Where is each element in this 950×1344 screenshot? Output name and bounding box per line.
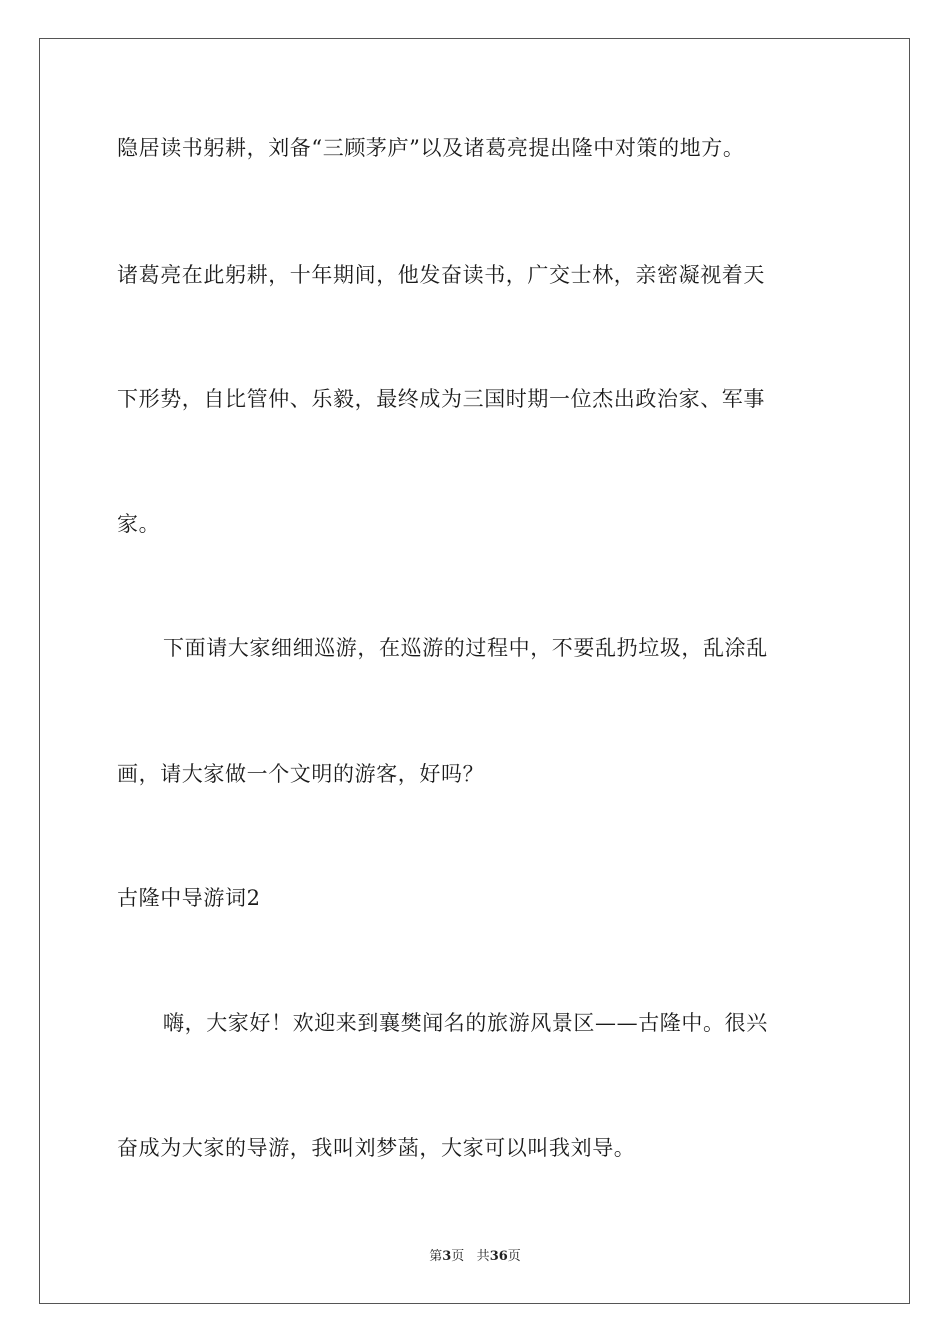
paragraph-line-1: 隐居读书躬耕，刘备“三顾茅庐”以及诸葛亮提出隆中对策的地方。 [117,136,745,160]
paragraph-line-4: 家。 [117,512,161,536]
footer-total-suffix: 页 [507,1249,521,1264]
footer-page-suffix: 页 [451,1249,465,1264]
paragraph-line-6: 画，请大家做一个文明的游客，好吗？ [117,762,485,786]
paragraph-line-3: 下形势，自比管仲、乐毅，最终成为三国时期一位杰出政治家、军事 [117,387,765,411]
footer-page-prefix: 第 [429,1249,443,1264]
paragraph-line-9: 奋成为大家的导游，我叫刘梦菡，大家可以叫我刘导。 [117,1136,636,1160]
paragraph-line-5: 下面请大家细细巡游，在巡游的过程中，不要乱扔垃圾，乱涂乱 [163,636,768,660]
footer-page-number: 3 [442,1249,452,1264]
footer-total-prefix: 共 [476,1249,490,1264]
page-frame [39,38,910,1304]
paragraph-line-2: 诸葛亮在此躬耕，十年期间，他发奋读书，广交士林，亲密凝视着天 [117,263,765,287]
page-footer [0,1248,950,1266]
section-heading: 古隆中导游词2 [117,886,261,910]
paragraph-line-8: 嗨，大家好！欢迎来到襄樊闻名的旅游风景区——古隆中。很兴 [163,1011,768,1035]
footer-total-pages: 36 [489,1249,508,1264]
